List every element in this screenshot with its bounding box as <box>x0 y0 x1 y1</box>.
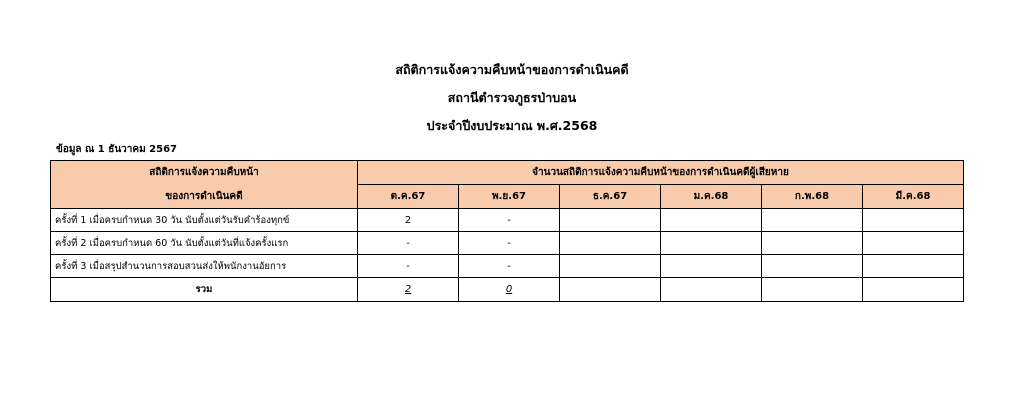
total-cell <box>459 278 560 302</box>
total-cell <box>762 278 863 302</box>
table-cell <box>863 255 964 278</box>
total-cell <box>661 278 762 302</box>
month-header: พ.ย.67 <box>459 185 560 209</box>
row-label: ครั้งที่ 3 เมื่อสรุปสำนวนการสอบสวนส่งให้พนักงานอัยการ <box>51 255 358 278</box>
table-row <box>51 209 964 232</box>
table-cell <box>762 209 863 232</box>
table-cell <box>560 255 661 278</box>
group-header: จำนวนสถิติการแจ้งความคืบหน้าของการดำเนินคดีผู้เสียหาย <box>358 161 964 185</box>
row-label: ครั้งที่ 2 เมื่อครบกำหนด 60 วัน นับตั้งแต่วันที่แจ้งครั้งแรก <box>51 232 358 255</box>
table-cell: - <box>459 255 560 278</box>
month-header: มี.ค.68 <box>863 185 964 209</box>
table-cell: - <box>358 255 459 278</box>
data-as-of-date: ข้อมูล ณ 1 ธันวาคม 2567 <box>56 144 178 155</box>
total-value: 2 <box>404 284 412 295</box>
header-row-1 <box>51 161 964 185</box>
total-row <box>51 278 964 302</box>
table-cell <box>762 255 863 278</box>
month-header: ต.ค.67 <box>358 185 459 209</box>
total-label: รวม <box>51 278 358 302</box>
progress-statistics-table <box>50 160 964 302</box>
table-cell <box>661 209 762 232</box>
table-cell <box>863 232 964 255</box>
table-cell <box>661 255 762 278</box>
table-cell: - <box>459 209 560 232</box>
table-row <box>51 255 964 278</box>
table-cell: - <box>459 232 560 255</box>
table-cell <box>762 232 863 255</box>
table-cell <box>560 209 661 232</box>
total-cell <box>358 278 459 302</box>
header-row-2 <box>51 185 964 209</box>
stat-header-line1: สถิติการแจ้งความคืบหน้า <box>51 161 358 185</box>
table-cell <box>661 232 762 255</box>
total-cell <box>863 278 964 302</box>
month-header: ก.พ.68 <box>762 185 863 209</box>
table-cell <box>863 209 964 232</box>
report-title: สถิติการแจ้งความคืบหน้าของการดำเนินคดี <box>395 62 629 77</box>
station-name: สถานีตำรวจภูธรป่าบอน <box>447 90 577 105</box>
table-row <box>51 232 964 255</box>
month-header: ม.ค.68 <box>661 185 762 209</box>
total-cell <box>560 278 661 302</box>
row-label: ครั้งที่ 1 เมื่อครบกำหนด 30 วัน นับตั้งแต่วันรับคำร้องทุกข์ <box>51 209 358 232</box>
table-cell <box>560 232 661 255</box>
stat-header-line2: ของการดำเนินคดี <box>51 185 358 209</box>
table-cell: - <box>358 232 459 255</box>
total-value: 0 <box>505 284 513 295</box>
month-header: ธ.ค.67 <box>560 185 661 209</box>
table-cell: 2 <box>358 209 459 232</box>
fiscal-year: ประจำปีงบประมาณ พ.ศ.2568 <box>426 118 598 133</box>
